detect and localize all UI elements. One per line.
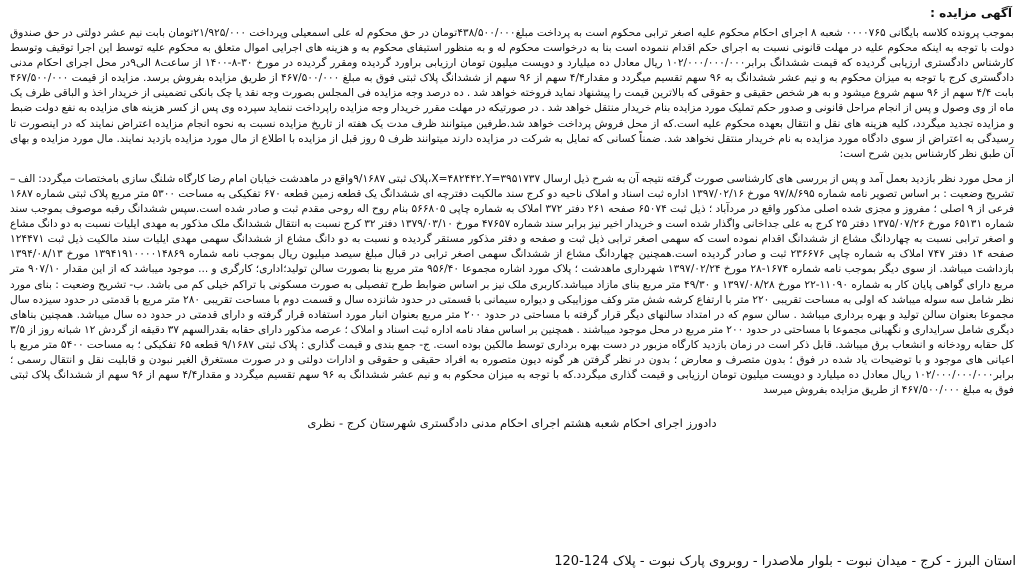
notice-signature: دادورز اجرای احکام شعبه هشتم اجرای احکام مدنی دادگستری شهرستان کرج - نظری [307,416,717,431]
notice-paragraph-1: بموجب پرونده کلاسه بایگانی ۰۰۰۰۷۶۵ شعبه ۸ اجرای احکام محکوم علیه اصغر ترابی محکوم است به پرداخت مبلغ۴۳۸/۵۰۰/۰۰۰تومان در حق محکوم له علی اسمعیلی وپرداخت ۲۱/۹۲۵/۰۰۰تومان بابت نیم عشر دولتی در حق صندوق دولت با توجه به اینکه محکوم علیه در مهلت قانونی نسبت به اجرای حکم اقدام ننموده است بنا به درخواست محکوم له و به منظور استیفای محکوم به و هزینه های اجرایی اموال متعلق به محکوم علیه توسط این اجرا توقیف وتوسط کارشناس دادگستری ارزیابی گردیده که قیمت ششدانگ برابر۱۰۲/۰۰۰/۰۰۰/۰۰۰ ریال معادل ده میلیارد و دویست میلیون تومان ارزیابی براورد گردیده ومقرر گردیده در مورخ ۳۰-۸-۱۴۰۰ از ساعت۸ الی۹در محل اجرای احکام مدنی دادگستری کرج با توجه به میزان محکوم به و نیم عشر ششدانگ به ۹۶ سهم تقسیم میگردد و مقدار۴/۴ سهم از ۹۶ سهم از ششدانگ پلاک ثبتی فوق به مبلغ ۴۶۷/۵۰۰/۰۰۰ از طریق مزایده بفروش برسد. مزایده از قیمت ۴۶۷/۵۰۰/۰۰۰ بابت ۴/۴ سهم از ۹۶ سهم شروع میشود و به هر شخص حقیقی و حقوقی که بالاترین قیمت را پیشنهاد نماید فروخته خواهد شد . ده درصد وجه مزایده فی المجلس بصورت وجه نقد یا چک بانکی تضمینی از خریدار اخذ و الباقی ظرف یک ماه از وی وصول و پس از انجام مراحل قانونی و صدور حکم تملیک مورد مزایده بنام خریدار منتقل خواهد شد . در صورتیکه در مهلت مقرر خریدار وجه مزایده راپرداخت ننماید سپرده وی پس از کسر هزینه های مزایده به نفع دولت ضبط و مزایده تجدید میگردد، کلیه هزینه های نقل و انتقال بعهده محکوم علیه است.که از محل فروش پرداخت خواهد شد.طرفین میتوانند ظرف مدت یک هفته از تاریخ مزایده نسبت به نحوه انجام مزایده اعتراض نمایند که در اینصورت تا رسیدگی به اعتراض از سوی دادگاه مورد مزایده به نام خریدار منتقل نخواهد شد. ضمناً کسانی که تمایل به شرکت در مزایده دارند میتوانند ظرف ۵ روز قبل از مزایده با اطلاع از مال مورد مزایده بازدید نمایند. مال مورد مزایده و بهای آن طبق نظر کارشناس بدین شرح است: [10,27,1014,160]
notice-title: آگهی مزایده : [930,6,1012,20]
notice-paragraph-2: از محل مورد نظر بازدید بعمل آمد و پس از بررسی های کارشناسی صورت گرفته نتیجه آن به شرح ذیل ارسال X=۴۸۲۴۴۲.Y=۳۹۵۱۷۳۷،پلاک ثبتی ۹/۱۶۸۷واقع در ماهدشت خیابان امام رضا کارگاه شلنگ سازی بامختصات میگردد: الف – تشریح وضعیت : بر اساس تصویر نامه شماره ۹۷/۸/۶۹۵ مورخ ۱۳۹۷/۰۲/۱۶ اداره ثبت اسناد و املاک ناحیه دو کرج سند مالکیت دفترچه ای ششدانگ یک قطعه زمین قطعه ۶۷۰ تفکیکی به مساحت ۵۳۰۰ متر مربع پلاک ثبتی شماره ۱۶۸۷ فرعی از ۹ اصلی ؛ مفروز و مجزی شده اصلی مذکور واقع در مردآباد ؛ ذیل ثبت ۶۵۰۷۴ صفحه ۲۶۱ دفتر ۳۷۲ املاک به شماره چاپی ۵۶۶۸۰۵ بنام روح اله روحی مقدم ثبت و صادر شده است.سپس ششدانگ رقبه موصوف بموجب سند شماره ۶۵۱۳۱ مورخ ۱۳۷۵/۰۷/۲۶ دفتر ۲۵ کرج به علی جداخانی واگذار شده است و خریدار اخیر نیز برابر سند شماره ۴۷۶۵۷ مورخ ۱۳۷۹/۰۳/۱۰ دفتر ۳۲ کرج نسبت به انتقال ششدانگ ملک مذکور به مهدی ایلیات نسبت به دو دانگ مشاع و اصغر ترابی نسبت به چهاردانگ مشاع از ششدانگ اقدام نموده است که سهمی اصغر ترابی ذیل ثبت و صفحه و دفتر مذکور مستقر گردیده و نسبت به دو دانگ مشاع از ششدانگ سهمی مهدی ایلیات سند مالکیت ذیل ثبت ۱۲۴۴۷۱ صفحه ۱۴ دفتر ۷۴۷ املاک به شماره چاپی ۲۳۶۶۷۶ ثبت و صادر گردیده است.همچنین چهاردانگ مشاع از ششدانگ سهمی اصغر ترابی در قبال مبلغ سیصد میلیون ریال بموجب نامه شماره ۱۳۹۴۱۹۱۰۰۰۰۱۴۸۶۹ مورخ ۱۳۹۴/۰۸/۱۳ بازداشت میباشد. از سوی دیگر بموجب نامه شماره ۱۶۷۴-۲۸ مورخ ۱۳۹۷/۰۲/۲۴ شهرداری ماهدشت ؛ پلاک مورد اشاره مجموعا ۹۵۶/۴۰ متر مربع بنا بصورت سالن تولید؛اداری؛ کارگری و ... موجود میباشد که از این مقدار ۹۰۷/۱۰ متر مربع دارای گواهی پایان کار به شماره ۱۱۰۹۰-۲۲ مورخ ۱۳۹۷/۰۸/۲۸ و ۴۹/۳۰ متر مربع بنای مازاد میباشد.کاربری ملک نیز بر اساس ضوابط طرح تفصیلی به صورت مسکونی با تراکم خیلی کم می باشد. ب- تشریح وضعیت : بنای مورد نظر شامل سه سوله میباشد که اولی به مساحت تقریبی ۲۲۰ متر با ارتفاع کرشه شش متر وکف موزاییکی و دیواره سیمانی با قسمتی در حدود شانزده سال و قسمت دوم با مساحت تقریبی ۲۸۰ متر مربع با قدمتی در حدود سیزده سال مجموعا بعنوان سالن تولید و بهره برداری میباشد . سالن سوم که در امتداد سالنهای دیگر قرار گرفته با مساحتی در حدود ۲۰۰ متر مربع بعنوان انبار مورد استفاده قرار گرفته و دارای قدمتی در حدود ده سال میباشد. همچنین بناهای دیگری شامل سرایداری و نگهبانی مجموعا با مساحتی در حدود ۲۰۰ متر مربع در محل موجود میباشند . همچنین بر اساس مفاد نامه اداره ثبت اسناد و املاک ؛ عرصه مذکور دارای حقابه بقدرالسهم ۳۷ دقیقه از گردش ۱۲ شبانه روز از ۳/۵ کل حقابه رودخانه و انشعاب برق میباشد. قابل ذکر است در زمان بازدید کارگاه مزبور در دست بهره برداری توسط مالکین بوده است. ج- جمع بندی و قیمت گذاری : پلاک ثبتی ۹/۱۶۸۷ قطعه ۶۵ تفکیکی ؛ به مساحت ۵۴۰۰ متر مربع با اعیانی های موجود و با توضیحات یاد شده در فوق ؛ بدون متصرف و معارض ؛ بدون در نظر گرفتن هر گونه دیون متصوره به افراد حقیقی و حقوقی و ادارات دولتی و در صورت مستغرق الغیر نبودن و قابلیت نقل و انتقال رسمی ؛ برابر۱۰۲/۰۰۰/۰۰۰/۰۰۰ ریال معادل ده میلیارد و دویست میلیون تومان ارزیابی و قیمت گذاری میگردد.که با توجه به میزان محکوم به و نیم عشر ششدانگ به ۹۶ سهم تقسیم میگردد و مقدار۴/۴ سهم از ۹۶ سهم از ششدانگ پلاک ثبتی فوق به مبلغ ۴۶۷/۵۰۰/۰۰۰ از طریق مزایده بفروش میرسد [10,172,1015,397]
notice-address: استان البرز - کرج - میدان نبوت - بلوار ملاصدرا - روبروی پارک نبوت - پلاک 124-120 [554,554,1016,569]
